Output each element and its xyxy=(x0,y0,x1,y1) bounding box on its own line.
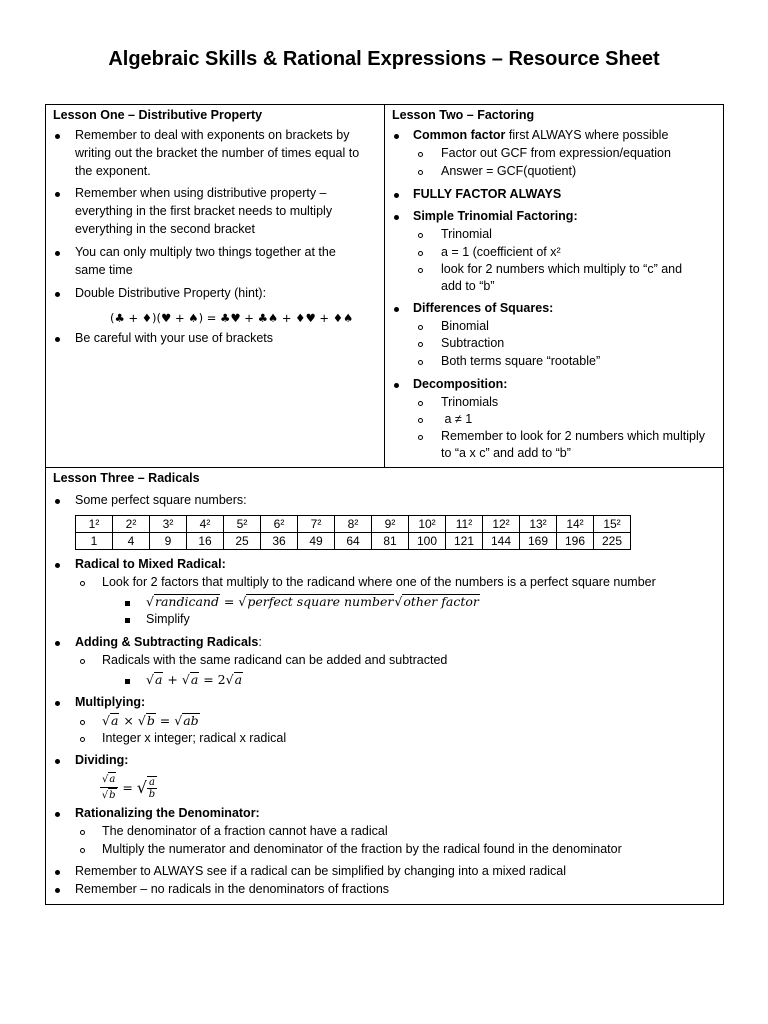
l2-decomp: Decomposition: xyxy=(413,377,508,391)
table-cell: 5² xyxy=(224,516,261,533)
bullet-dot xyxy=(55,759,60,764)
radicand: b xyxy=(146,713,155,728)
table-cell: 1² xyxy=(76,516,113,533)
l3-final1: Remember to ALWAYS see if a radical can be simplified by changing into a mixed radical xyxy=(75,864,566,878)
radicand: other factor xyxy=(403,594,479,609)
radical-sign: √ xyxy=(136,778,147,797)
l1-b2-line2: everything in the first bracket needs to multiply xyxy=(75,204,333,218)
l1-b1-line2: writing out the bracket the number of times equal to xyxy=(75,146,360,160)
equals-sign: = xyxy=(118,780,137,795)
l2-fully: FULLY FACTOR ALWAYS xyxy=(413,187,562,201)
numerator: a xyxy=(148,776,155,788)
table-cell: 144 xyxy=(483,533,520,550)
l1-b3-line2: same time xyxy=(75,263,133,277)
l2-decomp-sub3b: to “a x c” and add to “b” xyxy=(441,446,571,460)
sub-bullet xyxy=(418,342,423,347)
l3-multiplying: Multiplying: xyxy=(75,695,146,709)
l2-simple-sub3: look for 2 numbers which multiply to “c” and xyxy=(441,262,683,276)
times-sign: × xyxy=(119,713,138,728)
radicand: randicand xyxy=(154,594,219,609)
plus-sign: + xyxy=(163,672,182,687)
l2-simple-sub3b: add to “b” xyxy=(441,279,495,293)
bullet-dot xyxy=(394,134,399,139)
l2-diff-sub2: Subtraction xyxy=(441,336,505,350)
l2-decomp-sub3: Remember to look for 2 numbers which multiply xyxy=(441,429,705,443)
l1-b2-line3: everything in the second bracket xyxy=(75,222,255,236)
lesson-one-heading: Lesson One – Distributive Property xyxy=(53,108,263,122)
table-cell: 6² xyxy=(261,516,298,533)
radicand: b xyxy=(109,790,116,801)
radicand: a xyxy=(190,672,199,687)
bullet-dot xyxy=(55,641,60,646)
l2-common-sub1: Factor out GCF from expression/equation xyxy=(441,146,671,160)
bullet-dot xyxy=(55,337,60,342)
l2-common-rest: first ALWAYS where possible xyxy=(505,128,669,142)
page-title: Algebraic Skills & Rational Expressions – Resource Sheet xyxy=(108,48,660,70)
l3-adding-colon: : xyxy=(258,635,262,649)
l3-rational: Rationalizing the Denominator: xyxy=(75,806,260,820)
table-cell: 121 xyxy=(446,533,483,550)
l2-simple-sub2: a = 1 (coefficient of x² xyxy=(441,245,561,259)
l3-mul-formula: √a × √b = √ab xyxy=(102,713,199,728)
bullet-dot xyxy=(394,307,399,312)
l2-common-sub2: Answer = GCF(quotient) xyxy=(441,164,577,178)
table-cell: 16 xyxy=(187,533,224,550)
bullet-dot xyxy=(55,251,60,256)
sub-bullet xyxy=(418,251,423,256)
table-cell: 4 xyxy=(113,533,150,550)
bullet-dot xyxy=(55,701,60,706)
table-cell: 13² xyxy=(520,516,557,533)
l2-diff: Differences of Squares: xyxy=(413,301,554,315)
table-row xyxy=(76,516,631,533)
sub-bullet xyxy=(418,360,423,365)
table-cell: 4² xyxy=(187,516,224,533)
lesson-three-heading: Lesson Three – Radicals xyxy=(53,471,200,485)
l3-adding-formula: √a + √a = 2√a xyxy=(146,672,243,687)
sub-bullet xyxy=(418,233,423,238)
l3-mul-sub2: Integer x integer; radical x radical xyxy=(102,731,287,745)
table-cell: 12² xyxy=(483,516,520,533)
sub-bullet xyxy=(80,848,85,853)
table-cell: 11² xyxy=(446,516,483,533)
l1-b5: Be careful with your use of brackets xyxy=(75,331,274,345)
sub-bullet xyxy=(80,720,85,725)
equals-sign: = xyxy=(219,594,239,609)
bullet-dot xyxy=(55,134,60,139)
bullet-dot xyxy=(55,292,60,297)
square-bullet xyxy=(125,601,130,606)
table-row xyxy=(76,533,631,550)
l3-mixed: Radical to Mixed Radical: xyxy=(75,557,226,571)
table-cell: 49 xyxy=(298,533,335,550)
table-cell: 9² xyxy=(372,516,409,533)
sub-bullet xyxy=(80,830,85,835)
l3-adding xyxy=(75,635,262,649)
l3-div-formula xyxy=(100,772,157,803)
table-cell: 25 xyxy=(224,533,261,550)
table-cell: 7² xyxy=(298,516,335,533)
radicand: a xyxy=(110,713,119,728)
l1-b1-line3: the exponent. xyxy=(75,164,151,178)
l2-common xyxy=(413,128,668,142)
table-cell: 1 xyxy=(76,533,113,550)
sub-bullet xyxy=(418,435,423,440)
fraction xyxy=(147,776,157,800)
radicand: ab xyxy=(183,713,199,728)
l2-diff-sub3: Both terms square “rootable” xyxy=(441,354,601,368)
table-cell: 64 xyxy=(335,533,372,550)
table-cell: 196 xyxy=(557,533,594,550)
l2-simple: Simple Trinomial Factoring: xyxy=(413,209,578,223)
equals-sign: = xyxy=(155,713,175,728)
sub-bullet xyxy=(80,659,85,664)
table-cell: 81 xyxy=(372,533,409,550)
sub-bullet xyxy=(418,268,423,273)
radicand: a xyxy=(109,774,116,785)
sub-bullet xyxy=(80,737,85,742)
l1-b4: Double Distributive Property (hint): xyxy=(75,286,267,300)
denominator: b xyxy=(148,788,156,800)
table-cell: 3² xyxy=(150,516,187,533)
table-cell: 225 xyxy=(594,533,631,550)
table-cell: 9 xyxy=(150,533,187,550)
sub-bullet xyxy=(418,418,423,423)
l3-final2: Remember – no radicals in the denominators of fractions xyxy=(75,882,390,896)
l2-diff-sub1: Binomial xyxy=(441,319,489,333)
l3-adding-sub: Radicals with the same radicand can be added and subtracted xyxy=(102,653,448,667)
table-cell: 14² xyxy=(557,516,594,533)
table-cell: 36 xyxy=(261,533,298,550)
lesson-two-heading: Lesson Two – Factoring xyxy=(392,108,535,122)
l3-mixed-formula: √randicand = √perfect square number√other factor xyxy=(146,594,479,609)
table-cell: 15² xyxy=(594,516,631,533)
equals-sign: = 2 xyxy=(199,672,226,687)
l3-mixed-sub: Look for 2 factors that multiply to the radicand where one of the numbers is a perfect square number xyxy=(102,575,656,589)
bullet-dot xyxy=(55,870,60,875)
radicand: a xyxy=(234,672,243,687)
table-cell: 169 xyxy=(520,533,557,550)
sub-bullet xyxy=(80,581,85,586)
bullet-dot xyxy=(55,888,60,893)
l3-adding-bold: Adding & Subtracting Radicals xyxy=(75,635,259,649)
l2-common-bold: Common factor xyxy=(413,128,506,142)
bullet-dot xyxy=(394,383,399,388)
l3-rational-sub2: Multiply the numerator and denominator of the fraction by the radical found in the denominator xyxy=(102,842,622,856)
l2-decomp-sub2: a ≠ 1 xyxy=(441,412,473,426)
bullet-dot xyxy=(394,193,399,198)
table-cell: 2² xyxy=(113,516,150,533)
radicand: a xyxy=(154,672,163,687)
bullet-dot xyxy=(55,812,60,817)
l3-simplify: Simplify xyxy=(146,612,190,626)
l1-formula: (♣ + ♦)(♥ + ♠) = ♣♥ + ♣♠ + ♦♥ + ♦♠ xyxy=(110,311,354,325)
table-cell: 8² xyxy=(335,516,372,533)
l1-b1-line1: Remember to deal with exponents on brackets by xyxy=(75,128,350,142)
l1-b2-line1: Remember when using distributive property – xyxy=(75,186,327,200)
table-cell: 10² xyxy=(409,516,446,533)
square-bullet xyxy=(125,618,130,623)
l1-b3-line1: You can only multiply two things together at the xyxy=(75,245,336,259)
perfect-squares-table xyxy=(75,515,631,550)
sub-bullet xyxy=(418,401,423,406)
square-bullet xyxy=(125,679,130,684)
sub-bullet xyxy=(418,152,423,157)
l2-decomp-sub1: Trinomials xyxy=(441,395,499,409)
l3-perfect: Some perfect square numbers: xyxy=(75,493,247,507)
fraction: √a √b xyxy=(100,772,118,803)
bullet-dot xyxy=(55,192,60,197)
radicand: perfect square number xyxy=(247,594,394,609)
bullet-dot xyxy=(394,215,399,220)
l3-dividing: Dividing: xyxy=(75,753,129,767)
bullet-dot xyxy=(55,563,60,568)
l2-simple-sub1: Trinomial xyxy=(441,227,492,241)
sub-bullet xyxy=(418,170,423,175)
l3-rational-sub1: The denominator of a fraction cannot have a radical xyxy=(102,824,388,838)
sub-bullet xyxy=(418,325,423,330)
bullet-dot xyxy=(55,499,60,504)
table-cell: 100 xyxy=(409,533,446,550)
